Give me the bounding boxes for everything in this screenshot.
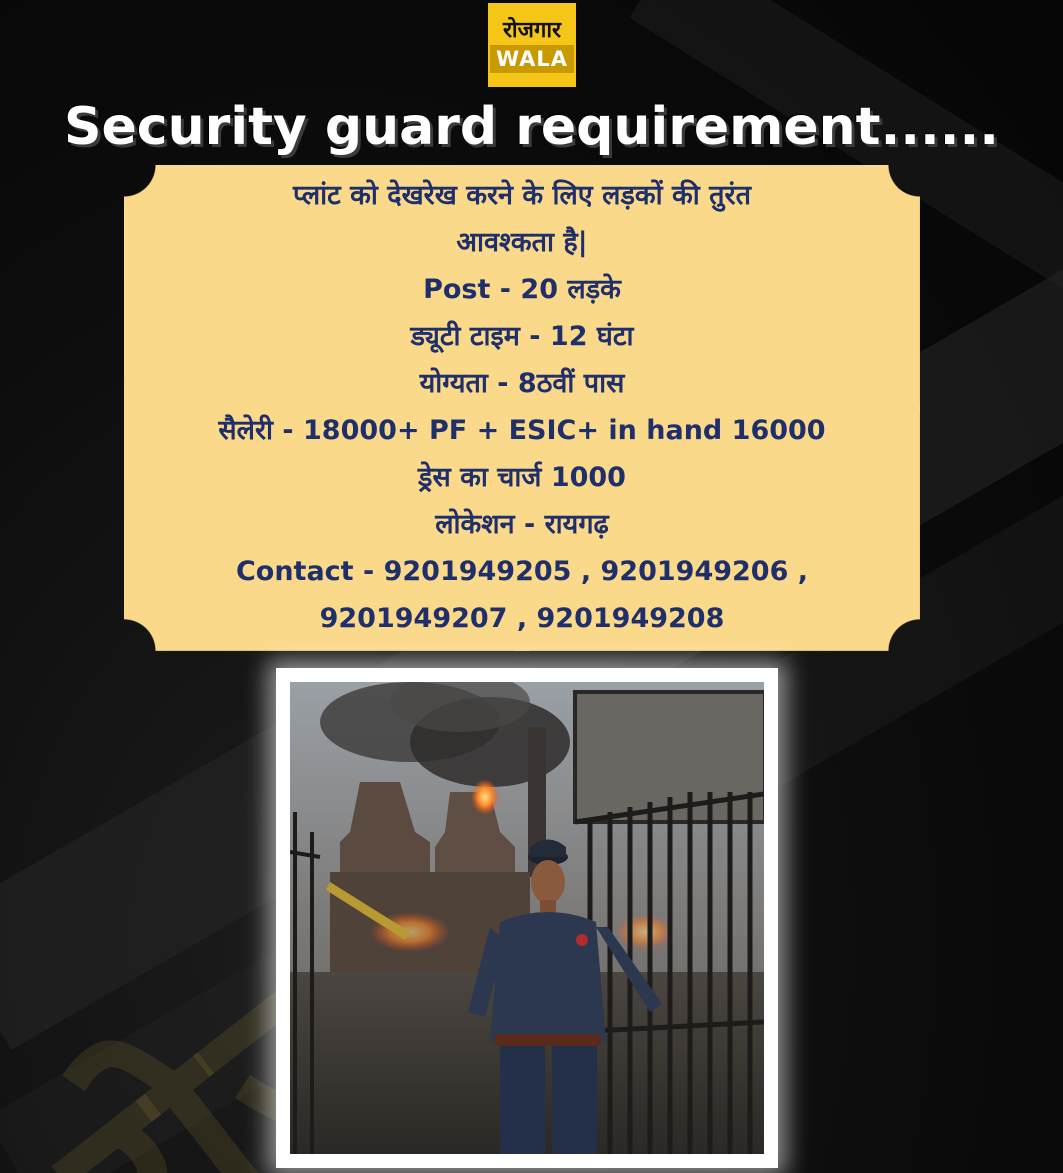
logo	[488, 3, 576, 87]
notice-line: प्लांट को देखरेख करने के लिए लड़कों की तुरंत	[293, 180, 751, 211]
logo-line-1: रोजगार	[502, 18, 562, 43]
security-guard-photo	[290, 682, 764, 1154]
notice-line-contact-2: 9201949207 , 9201949208	[319, 603, 725, 634]
notice-text	[124, 172, 920, 642]
page-title: Security guard requirement......	[64, 97, 999, 157]
logo-line-2: WALA	[490, 45, 574, 73]
notice-line-qualification: योग्यता - 8ठवीं पास	[419, 368, 625, 399]
notice-line-contact: Contact - 9201949205 , 9201949206 ,	[235, 556, 809, 587]
notice-line: आवश्कता है|	[456, 227, 588, 258]
notice-line-dress-charge: ड्रेस का चार्ज 1000	[418, 462, 626, 493]
notice-line-duty-time: ड्यूटी टाइम - 12 घंटा	[410, 321, 634, 352]
photo-illustration	[290, 682, 764, 1154]
notice-line-post: Post - 20 लड़के	[423, 274, 621, 305]
notice-line-salary: सैलेरी - 18000+ PF + ESIC+ in hand 16000	[218, 415, 826, 446]
notice-line-location: लोकेशन - रायगढ़	[435, 509, 609, 540]
